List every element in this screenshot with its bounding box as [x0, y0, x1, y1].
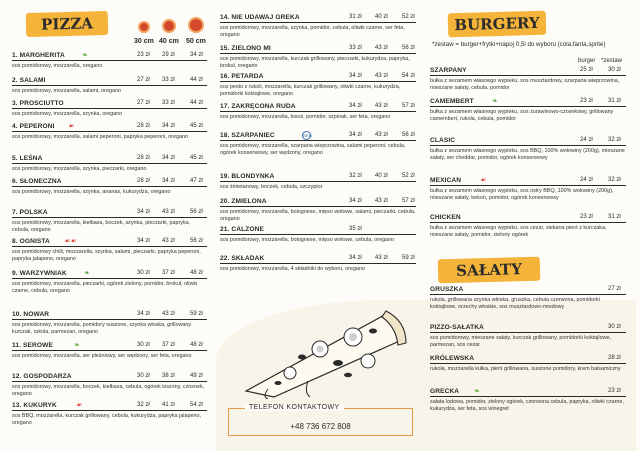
item-name: SZARPANY — [430, 67, 467, 74]
item-description: sos pomidorowy, mozzarella, szynka, oregano — [12, 111, 123, 117]
item-description: sos pomidorowy, mozzarella, ser pleśniowy, ser wędzony, ser feta, oregano — [12, 353, 192, 359]
pizza-40cm-icon — [162, 19, 176, 33]
menu-item — [12, 342, 207, 359]
item-price: 31 zł — [349, 14, 362, 20]
item-description: sos pomidorowy, mozzarella, szynka, pieczarki, oregano — [12, 166, 147, 172]
item-price: 34 zł — [137, 238, 150, 244]
item-price: 35 zł — [349, 226, 362, 232]
item-price: 34 zł — [137, 209, 150, 215]
item-price: 59 zł — [190, 311, 203, 317]
burgery-set-note: *zestaw = burger+frytki+napoj 0,5l do wyboru (cola,fanta,sprite) — [432, 41, 606, 48]
item-price: 32 zł — [349, 173, 362, 179]
menu-item — [220, 198, 416, 222]
menu-item — [12, 373, 207, 397]
item-price: 33 zł — [349, 45, 362, 51]
item-divider — [12, 131, 207, 132]
item-price: 43 zł — [162, 209, 175, 215]
item-name: 19. BLONDYNKA — [220, 173, 275, 180]
menu-item — [220, 226, 416, 243]
item-description: sos pomidorowy, mozzarella, oregano — [12, 63, 103, 69]
item-price: 24 zł — [580, 137, 593, 143]
item-price: 28 zł — [608, 355, 621, 361]
menu-item — [430, 98, 626, 122]
item-description: sałata lodowa, pomidor, zielony ogórek, czerwona cebula, papryka, oliwki czarne, kukurydza, ser feta, sos winegret — [430, 399, 624, 412]
item-price: 28 zł — [137, 123, 150, 129]
item-price: 40 zł — [375, 173, 388, 179]
item-description: sos BBQ, mozzarella, kurczak grillowany, cebula, kukurydza, papryka jalapeno, oregano — [12, 413, 201, 426]
item-divider — [220, 81, 416, 82]
item-divider — [220, 206, 416, 207]
item-price: 34 zł — [349, 103, 362, 109]
pizza-slice-illustration — [238, 293, 408, 399]
item-name: 6. SŁONECZNA — [12, 178, 62, 185]
item-divider — [12, 410, 207, 411]
item-divider — [430, 363, 626, 364]
item-price: 43 zł — [375, 45, 388, 51]
menu-item — [430, 214, 626, 238]
item-price: 34 zł — [137, 311, 150, 317]
item-price: 41 zł — [162, 402, 175, 408]
item-price: 59 zł — [402, 255, 415, 261]
item-name: 11. SEROWE — [12, 342, 53, 349]
item-name: 12. GOSPODARZA — [12, 373, 72, 380]
item-divider — [12, 60, 207, 61]
item-description: sos pomidorowy, mozzarella, salami peperoni, papryka peperoni, oregano — [12, 134, 189, 140]
item-price: 37 zł — [162, 270, 175, 276]
item-price: 43 zł — [375, 132, 388, 138]
item-description: sos pomidorowy, mozzarella, pieczarki, ogórek zielony, pomidor, brokuł, oliwki czarne, cebula, oregano — [12, 281, 198, 294]
size-label-50: 50 cm — [186, 38, 206, 45]
item-divider — [220, 234, 416, 235]
item-divider — [12, 350, 207, 351]
new-badge-icon: NEW — [303, 133, 313, 138]
item-price: 34 zł — [162, 155, 175, 161]
item-name: 2. SALAMI — [12, 77, 46, 84]
item-name: CAMEMBERT — [430, 98, 474, 105]
item-price: 30 zł — [137, 342, 150, 348]
item-price: 34 zł — [162, 123, 175, 129]
item-name: MEXICAN — [430, 177, 462, 184]
item-price: 30 zł — [608, 324, 621, 330]
item-description: sos pomidorowy, mozzarella, łosoś, pomidor, szpinak, ser feta, oregano — [220, 114, 391, 120]
item-price: 43 zł — [375, 103, 388, 109]
item-divider — [220, 22, 416, 23]
spicy-chili-icon: ☙ — [480, 177, 487, 184]
menu-item — [430, 177, 626, 201]
item-price: 23 zł — [137, 52, 150, 58]
pizza-title: PIZZA — [40, 14, 94, 34]
menu-item — [430, 355, 626, 372]
item-price: 44 zł — [190, 77, 203, 83]
item-description: rukola, grillowana szynka włoska, gruszka, cebula czerwona, pomidorki koktajlowe, orzechy włoskie, sos musztardowo-miodowy — [430, 297, 600, 310]
item-price: 32 zł — [608, 177, 621, 183]
item-price: 52 zł — [402, 173, 415, 179]
item-price: 38 zł — [162, 373, 175, 379]
menu-item — [220, 14, 416, 38]
item-price: 48 zł — [190, 342, 203, 348]
item-price: 54 zł — [402, 73, 415, 79]
menu-item — [220, 45, 416, 69]
pizza-title-banner — [26, 11, 109, 37]
item-name: 17. ZAKRĘCONA RUDA — [220, 103, 296, 110]
item-price: 44 zł — [190, 100, 203, 106]
vegetarian-leaf-icon: ❧ — [74, 342, 80, 349]
item-name: 4. PEPERONI — [12, 123, 55, 130]
item-divider — [220, 263, 416, 264]
item-description: sos pomidorowy, mozzarella, 4 składniki do wyboru, oregano — [220, 266, 365, 272]
item-price: 45 zł — [190, 155, 203, 161]
item-name: 16. PETARDA — [220, 73, 264, 80]
item-price: 27 zł — [608, 286, 621, 292]
item-divider — [12, 217, 207, 218]
item-name: 14. NIE UDAWAJ GREKA — [220, 14, 300, 21]
item-price: 40 zł — [375, 14, 388, 20]
phone-number[interactable]: +48 736 672 808 — [290, 422, 351, 431]
item-description: sos pomidorowy, mozzarella, kiełbasa, boczek, szynka, pieczarki, papryka, cebula, oregano — [12, 220, 191, 233]
menu-item — [430, 286, 626, 310]
menu-item — [220, 103, 416, 120]
item-name: 1. MARGHERITA — [12, 52, 65, 59]
item-divider — [12, 278, 207, 279]
item-price: 37 zł — [162, 342, 175, 348]
very-spicy-chili-icon: ☙☙ — [64, 238, 77, 245]
item-description: bułka z sezamem własnego wypieku, sos ostry BBQ, 100% wołowiny (200g), mieszane sałaty, bekon, pomidor, ogórek konserwowy — [430, 188, 614, 201]
item-divider — [430, 222, 626, 223]
menu-item — [12, 123, 207, 140]
item-name: 13. KUKURYK — [12, 402, 57, 409]
item-price: 23 zł — [580, 214, 593, 220]
item-price: 43 zł — [375, 255, 388, 261]
item-price: 47 zł — [190, 178, 203, 184]
item-price: 49 zł — [190, 373, 203, 379]
item-description: sos pomidorowy, mozzarella, bolognese, mięso wołowe, salami, pieczarki, cebula, oregano — [220, 209, 416, 222]
item-price: 43 zł — [375, 198, 388, 204]
item-divider — [12, 381, 207, 382]
item-price: 23 zł — [580, 98, 593, 104]
item-description: sos pomidorowy, mozzarella, szynka, ananas, kukurydza, oregano — [12, 189, 171, 195]
item-price: 32 zł — [137, 402, 150, 408]
burgery-title-banner — [448, 11, 547, 38]
item-name: 20. ZMIELONA — [220, 198, 267, 205]
menu-item — [12, 77, 207, 94]
item-divider — [12, 108, 207, 109]
item-price: 43 zł — [375, 73, 388, 79]
item-price: 57 zł — [402, 103, 415, 109]
item-price: 45 zł — [190, 123, 203, 129]
item-price: 24 zł — [580, 177, 593, 183]
spicy-chili-icon: ☙ — [68, 123, 75, 130]
item-name: 10. NOWAR — [12, 311, 50, 318]
menu-item — [12, 100, 207, 117]
item-divider — [430, 145, 626, 146]
item-name: 22. SKŁADAK — [220, 255, 265, 262]
item-price: 56 zł — [402, 45, 415, 51]
item-price: 30 zł — [137, 373, 150, 379]
item-price: 52 zł — [402, 14, 415, 20]
item-description: sos śmietanowy, boczek, cebula, szczypior — [220, 184, 323, 190]
item-divider — [430, 106, 626, 107]
item-divider — [220, 111, 416, 112]
item-name: 8. OGNISTA — [12, 238, 50, 245]
item-description: sos pomidorowy, mozzarella, pomidory suszone, szynka włoska, grillowany kurczak, rukola, parmezan, oregano — [12, 322, 192, 335]
vegetarian-leaf-icon: ❧ — [474, 388, 480, 395]
menu-item — [12, 270, 207, 294]
item-price: 57 zł — [402, 198, 415, 204]
item-description: sos pomidorowy, mozzarella, kurczak grillowany, pieczarki, kukurydza, papryka, brokuł, oregano — [220, 56, 410, 69]
item-price: 34 zł — [190, 52, 203, 58]
menu-item — [220, 73, 416, 97]
burgery-col-zestaw: *zestaw — [601, 58, 623, 64]
item-name: 21. CALZONE — [220, 226, 264, 233]
item-divider — [430, 396, 626, 397]
item-price: 34 zł — [349, 73, 362, 79]
item-price: 30 zł — [137, 270, 150, 276]
item-description: sos pomidorowy, mieszane sałaty, kurczak grillowany, pomidorki koktajlowe, parmezan, sos cezar — [430, 335, 611, 348]
menu-item — [12, 311, 207, 335]
item-name: 5. LEŚNA — [12, 155, 43, 162]
menu-item — [430, 137, 626, 161]
item-divider — [430, 294, 626, 295]
menu-item — [430, 324, 626, 348]
menu-item — [12, 178, 207, 195]
item-description: sos pomidorowy, mozzarella, boczek, kiełbasa, cebula, ogórek kiszony, czosnek, oregano — [12, 384, 205, 397]
item-divider — [12, 246, 207, 247]
item-name: CLASIC — [430, 137, 456, 144]
item-description: sos pomidorowy, mozzarella, szarpana wieprzowina, salami peperoni, cebula, ogórek konserwowy, ser wędzony, oregano — [220, 143, 406, 156]
burgery-col-burger: burger — [578, 58, 596, 64]
item-price: 29 zł — [162, 52, 175, 58]
contact-label: TELEFON KONTAKTOWY — [245, 404, 344, 411]
item-divider — [12, 163, 207, 164]
item-price: 33 zł — [162, 77, 175, 83]
item-price: 54 zł — [190, 402, 203, 408]
item-divider — [430, 332, 626, 333]
pizza-50cm-icon — [188, 17, 204, 33]
vegetarian-leaf-icon: ❧ — [84, 270, 90, 277]
item-description: sos pomidorowy, mozzarella, bolognese, mięso wołowe, cebula, oregano — [220, 237, 394, 243]
item-price: 33 zł — [162, 100, 175, 106]
menu-item — [12, 209, 207, 233]
item-divider — [12, 186, 207, 187]
item-name: 9. WARZYWNIAK — [12, 270, 67, 277]
pizza-30cm-icon — [138, 21, 150, 33]
item-name: 3. PROSCIUTTO — [12, 100, 64, 107]
item-price: 56 zł — [402, 132, 415, 138]
item-divider — [220, 181, 416, 182]
size-label-30: 30 cm — [134, 38, 154, 45]
item-divider — [430, 75, 626, 76]
spicy-chili-icon: ☙ — [76, 402, 83, 409]
salaty-title-banner — [438, 257, 541, 284]
item-description: sos pomidorowy, mozzarella, salami, oregano — [12, 88, 121, 94]
item-price: 30 zł — [608, 67, 621, 73]
menu-item — [430, 388, 626, 412]
item-price: 28 zł — [137, 155, 150, 161]
item-name: KRÓLEWSKA — [430, 355, 475, 362]
item-price: 27 zł — [137, 100, 150, 106]
menu-item — [12, 155, 207, 172]
salaty-title: SAŁATY — [455, 260, 523, 280]
vegetarian-leaf-icon: ❧ — [492, 98, 498, 105]
item-description: bułka z sezamem własnego wypieku, sos żurawinowo-czosnkowy, grillowany camembert, rukola, cebula, pomidor — [430, 109, 614, 122]
menu-item — [12, 402, 207, 426]
item-price: 25 zł — [580, 67, 593, 73]
item-price: 32 zł — [608, 137, 621, 143]
menu-item — [430, 67, 626, 91]
item-description: bułka z sezamem własnego wypieku, sos cezar, siekana pierś z kurczaka, mieszane sałaty, pomidor, zielony ogórek — [430, 225, 607, 238]
vegetarian-leaf-icon: ❧ — [82, 52, 88, 59]
item-price: 34 zł — [349, 198, 362, 204]
item-name: GRUSZKA — [430, 286, 464, 293]
item-divider — [12, 85, 207, 86]
item-price: 34 zł — [162, 178, 175, 184]
menu-item — [220, 173, 416, 190]
item-divider — [430, 185, 626, 186]
item-name: PIZZO-SAŁATKA — [430, 324, 484, 331]
item-description: rukola, mozzarella kulka, pierś grillowana, suszone pomidory, krem balsamiczny — [430, 366, 621, 372]
size-label-40: 40 cm — [159, 38, 179, 45]
item-name: 15. ZIELONO MI — [220, 45, 271, 52]
menu-item — [220, 255, 416, 272]
item-price: 23 zł — [608, 388, 621, 394]
item-price: 56 zł — [190, 209, 203, 215]
menu-item — [12, 238, 207, 262]
item-price: 31 zł — [608, 98, 621, 104]
item-divider — [220, 53, 416, 54]
item-description: bułka z sezamem własnego wypieku, sos musztardowy, szarpana wieprzowina, mieszane sałaty, cebula, pomidor — [430, 78, 620, 91]
item-divider — [220, 140, 416, 141]
menu-item — [12, 52, 207, 69]
item-price: 27 zł — [137, 77, 150, 83]
item-price: 48 zł — [190, 270, 203, 276]
item-description: bułka z sezamem własnego wypieku, sos BBQ, 100% wołowiny (200g), mieszane sałaty, ser cheddar, pomidor, ogórek konserwowy — [430, 148, 625, 161]
item-price: 28 zł — [137, 178, 150, 184]
item-description: sos pomidorowy chilli, mozzarella, szynka, salami, pieczarki, papryka peperoni, papryka jalapeno, oregano — [12, 249, 201, 262]
item-description: sos pomidorowy, mozzarella, szynka, pomidor, cebula, oliwki czarne, ser feta, oregano — [220, 25, 405, 38]
burgery-title: BURGERY — [454, 13, 540, 35]
item-price: 43 zł — [162, 238, 175, 244]
item-description: sos pesto z rukoli, mozzarella, kurczak grillowany, oliwki czarne, kukurydza, pomidorki koktajlowe, oregano — [220, 84, 401, 97]
item-price: 31 zł — [608, 214, 621, 220]
item-price: 34 zł — [349, 132, 362, 138]
item-name: 7. POLSKA — [12, 209, 48, 216]
item-price: 56 zł — [190, 238, 203, 244]
item-name: GRECKA — [430, 388, 460, 395]
item-price: 34 zł — [349, 255, 362, 261]
item-name: 18. SZARPANIEC — [220, 132, 275, 139]
item-divider — [12, 319, 207, 320]
item-name: CHICKEN — [430, 214, 461, 221]
contact-box — [228, 404, 413, 436]
item-price: 43 zł — [162, 311, 175, 317]
menu-item — [220, 132, 416, 156]
